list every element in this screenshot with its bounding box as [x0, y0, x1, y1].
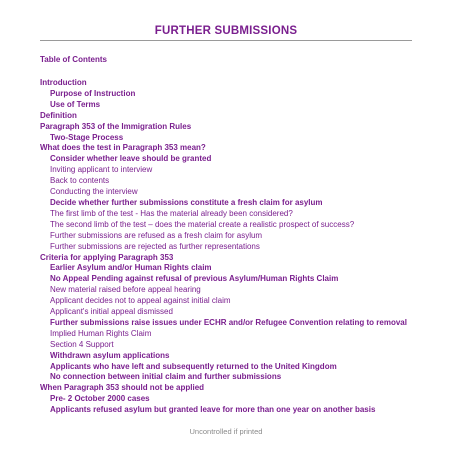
toc-link[interactable]: Applicant's initial appeal dismissed	[50, 307, 173, 317]
toc-link[interactable]: Earlier Asylum and/or Human Rights claim	[50, 263, 212, 273]
toc-link[interactable]: What does the test in Paragraph 353 mean?	[40, 143, 206, 153]
title-divider	[40, 40, 412, 41]
toc-link[interactable]: Inviting applicant to interview	[50, 165, 153, 175]
toc-link[interactable]: Two-Stage Process	[50, 132, 124, 142]
toc-link[interactable]: Further submissions are refused as a fresh claim for asylum	[50, 230, 263, 240]
toc-link[interactable]: Applicants refused asylum but granted leave for more than one year on another basis	[50, 405, 376, 415]
toc-link[interactable]: Criteria for applying Paragraph 353	[40, 252, 174, 262]
toc-link[interactable]: Further submissions are rejected as further representations	[50, 241, 260, 251]
toc-link[interactable]: Conducting the interview	[50, 187, 138, 197]
toc-link[interactable]: The first limb of the test - Has the material already been considered?	[50, 208, 293, 218]
toc-link[interactable]: Pre- 2 October 2000 cases	[50, 394, 150, 404]
toc-link[interactable]: Further submissions raise issues under ECHR and/or Refugee Convention relating to removal	[50, 317, 407, 327]
toc-link[interactable]: Applicants who have left and subsequently returned to the United Kingdom	[50, 361, 337, 371]
toc-link[interactable]: Consider whether leave should be granted	[50, 154, 212, 164]
toc-link[interactable]: Purpose of Instruction	[50, 88, 136, 98]
toc-link[interactable]: Paragraph 353 of the Immigration Rules	[40, 121, 192, 131]
toc-link[interactable]: Definition	[40, 110, 77, 120]
toc-link[interactable]: Back to contents	[50, 176, 110, 186]
toc-link[interactable]: Introduction	[40, 78, 87, 87]
toc-link[interactable]: No connection between initial claim and further submissions	[50, 372, 282, 382]
toc-link[interactable]: New material raised before appeal hearing	[50, 285, 201, 295]
toc-heading[interactable]: Table of Contents	[40, 55, 107, 64]
toc-link[interactable]: No Appeal Pending against refusal of previous Asylum/Human Rights Claim	[50, 274, 339, 284]
toc-link[interactable]: Implied Human Rights Claim	[50, 328, 152, 338]
table-of-contents	[40, 78, 412, 416]
toc-link[interactable]: When Paragraph 353 should not be applied	[40, 383, 205, 393]
toc-link[interactable]: Use of Terms	[50, 99, 101, 109]
toc-link[interactable]: Decide whether further submissions constitute a fresh claim for asylum	[50, 197, 323, 207]
footer-note: Uncontrolled if printed	[189, 427, 263, 436]
toc-link[interactable]: Withdrawn asylum applications	[50, 350, 170, 360]
toc-link[interactable]: Section 4 Support	[50, 339, 114, 349]
document-title: FURTHER SUBMISSIONS	[154, 25, 298, 37]
toc-link[interactable]: The second limb of the test – does the material create a realistic prospect of success?	[50, 219, 355, 229]
toc-link[interactable]: Applicant decides not to appeal against initial claim	[50, 296, 231, 306]
